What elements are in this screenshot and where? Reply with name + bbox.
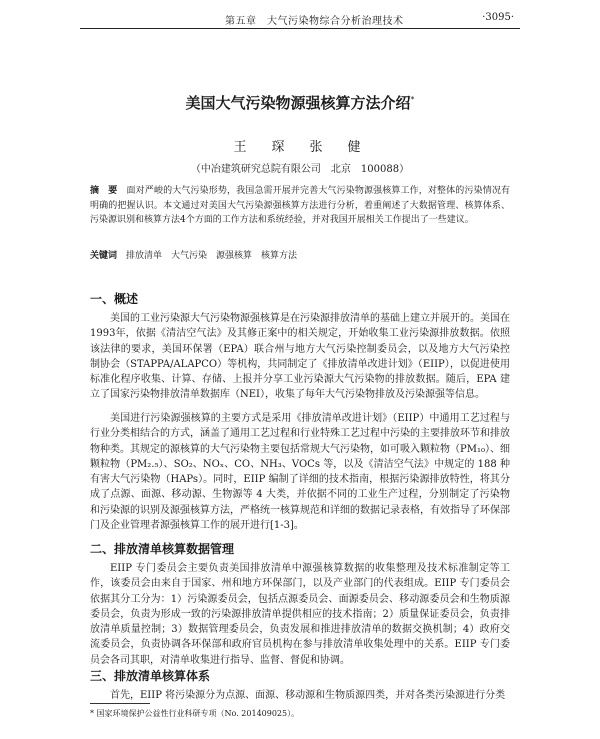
footnote: * 国家环境保护公益性行业科研专项（No. 201409025）。 <box>90 709 300 718</box>
affiliation: （中冶建筑研究总院有限公司 北京 100088） <box>190 164 410 175</box>
section-heading-3: 三、排放清单核算体系 <box>90 669 211 683</box>
page-number: ·3095· <box>482 12 514 23</box>
section-2-paragraph-1: EIIP 专门委员会主要负责美国排放清单中源强核算数据的收集整理及技术标准制定等工作，该委员会由来自于国家、州和地方环保部门，以及产业部门的代表组成。EIIP 专门委员会依据其分工分为：1）污染源委员会，包括点源委员会、面源委员会、移动源委员会和生物质源委员会，负责为形成一致的污染源排放清单提供相应的技术指南；2）质量保证委员会，负责排放清单质量控制；3）数据管理委员会，负责发展和推进排放清单的数据交换机制；4）政府交流委员会，负责协调各环保部和政府官员机构在参与排放清单收集处理中的关系。EIIP 专门委员会各司其职，对清单收集进行指导、监督、督促和协调。 <box>90 563 510 666</box>
keywords-label: 关键词 <box>90 251 118 261</box>
running-header: 第五章 大气污染物综合分析治理技术 <box>225 16 404 27</box>
abstract-label: 摘 要 <box>90 186 118 196</box>
keywords <box>90 248 510 261</box>
title-text: 美国大气污染物源强核算方法介绍 <box>185 94 411 112</box>
section-1-paragraph-1: 美国的工业污染源大气污染物源强核算是在污染源排放清单的基础上建立并展开的。美国在1993年，依据《清洁空气法》及其修正案中的相关规定，开始收集工业污染源排放数据。依照该法律的要求，美国环保署（EPA）联合州与地方大气污染控制委员会，以及地方大气污染控制协会（STAPPA/ALAPCO）等机构，共同制定了《排放清单改进计划》（EIIP），以促进使用标准化程序收集、计算、存储、上报并分享工业污染源大气污染物的排放数据。随后，EPA 建立了国家污染物排放清单数据库（NEI），收集了每年大气污染物排放及污染源强等信息。 <box>90 313 510 401</box>
keywords-list: 排放清单 大气污染 源强核算 核算方法 <box>126 251 298 261</box>
section-1-paragraph-2: 美国进行污染源强核算的主要方式是采用《排放清单改进计划》（EIIP）中通用工艺过程与行业分类相结合的方式，涵盖了通用工艺过程和行业特殊工艺过程中污染的主要排放环节和排放物种类。其规定的源核算的大气污染物主要包括常规大气污染物，如可吸入颗粒物（PM₁₀）、细颗粒物（PM₂.₅）、SO₂、NOₓ、CO、NH₃、VOCs 等，以及《清洁空气法》中规定的 188 种有害大气污染物（HAPs）。同时，EIIP 编制了详细的技术指南，根据污染源排放特性，将其分成了点源、面源、移动源、生物源等 4 大类，并依据不同的工业生产过程，分别制定了污染物和污染源的识别及源强核算方法，严格统一核算规范和详细的数据记录表格，有效指导了环保部门及企业管理者源强核算工作的展开进行[1-3]。 <box>90 413 510 532</box>
abstract <box>90 184 510 228</box>
footnote-rule <box>90 703 150 704</box>
section-3-paragraph-1: 首先，EIIP 将污染源分为点源、面源、移动源和生物质源四类，并对各类污染源进行分类 <box>110 690 506 701</box>
header-rule <box>80 28 520 29</box>
paper-title <box>0 92 600 113</box>
authors: 王 琛 张 健 <box>233 140 367 155</box>
section-heading-1: 一、概述 <box>90 292 139 306</box>
title-footnote-mark: * <box>410 95 415 104</box>
abstract-text: 面对严峻的大气污染形势，我国急需开展并完善大气污染物源强核算工作，对整体的污染情况有明确的把握认识。本文通过对美国大气污染源强核算方法进行分析，着重阐述了大数据管理、核算体系、污染源识别和核算方法4个方面的工作方法和系统经验，并对我国开展相关工作提出了一些建议。 <box>90 186 510 225</box>
section-heading-2: 二、排放清单核算数据管理 <box>90 542 235 556</box>
